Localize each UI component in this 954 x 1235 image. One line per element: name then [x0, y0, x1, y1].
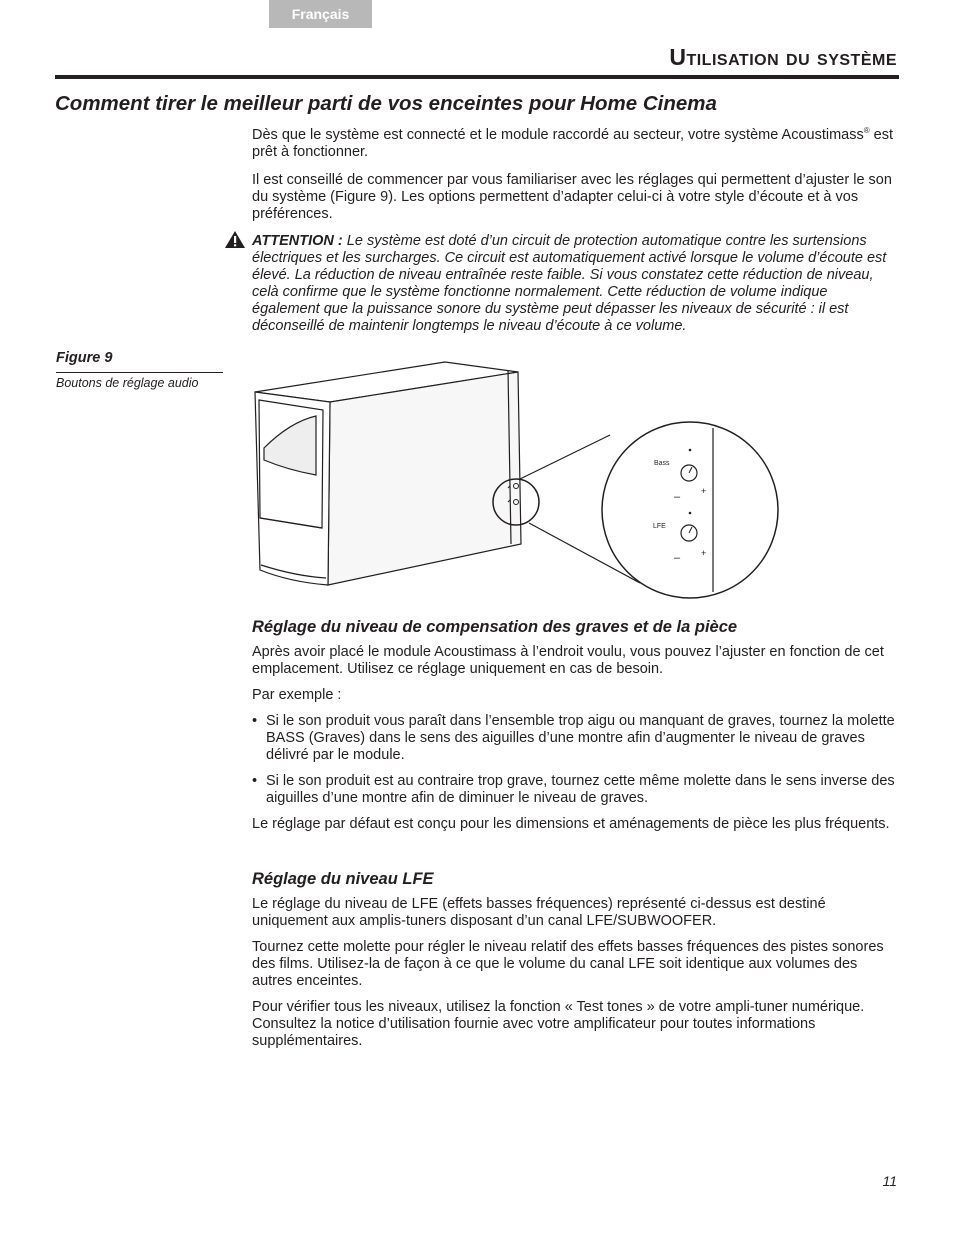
registered-mark: ® [863, 126, 870, 136]
attention-block [252, 233, 897, 335]
lfe-paragraph-2: Tournez cette molette pour régler le niveau relatif des effets basses fréquences des pistes sonores des films. Utilisez-la de façon à ce que le volume du canal LFE soit identique aux volumes des autres enceintes. [252, 939, 884, 989]
figure-caption: Boutons de réglage audio [56, 376, 199, 390]
bullet-glyph: • [252, 713, 258, 729]
bass-paragraph-2: Par exemple : [252, 687, 342, 703]
lfe-minus: – [674, 552, 681, 564]
intro-text-1: Dès que le système est connecté et le module raccordé au secteur, votre système Acoustimass [252, 127, 864, 143]
figure-illustration [250, 360, 790, 610]
bass-paragraph-1: Après avoir placé le module Acoustimass à l’endroit voulu, vous pouvez l’ajuster en fonction de cet emplacement. Utilisez ce réglage uniquement en cas de besoin. [252, 644, 884, 677]
intro-paragraph-1 [252, 127, 897, 161]
lfe-plus: + [701, 548, 707, 558]
lfe-section-heading: Réglage du niveau LFE [252, 870, 434, 888]
bullet-text: Si le son produit est au contraire trop grave, tournez cette même molette dans le sens inverse des aiguilles d’une montre afin de diminuer le niveau de graves. [266, 773, 895, 806]
bass-section-body [252, 644, 897, 833]
intro-text-2: Il est conseillé de commencer par vous familiariser avec les réglages qui permettent d’ajuster le son du système (Figure 9). Les options permettent d’adapter celui-ci à votre style d’écoute et à vos préférences. [252, 172, 892, 222]
bass-section-heading: Réglage du niveau de compensation des graves et de la pièce [252, 618, 738, 636]
bass-paragraph-3: Le réglage par défaut est conçu pour les dimensions et aménagements de pièce les plus fréquents. [252, 816, 890, 832]
bass-plus: + [701, 486, 707, 496]
bass-minus: – [674, 491, 681, 503]
bass-label: Bass [654, 460, 670, 467]
detail-circle [602, 422, 778, 598]
subwoofer-drawing [255, 362, 778, 598]
attention-text: Le système est doté d’un circuit de protection automatique contre les surtensions électriques et les surcharges. Ce circuit est automatiquement activé lorsque le volume d’écoute est élevé. La réduction de niveau entraînée reste faible. Si vous constatez cette réduction de niveau, celà confirme que le système fonctionne normalement. Cette réduction de volume indique également que la puissance sonore du système peut dépasser les niveaux de sécurité : il est déconseillé de maintenir longtemps le niveau d’écoute à ce volume. [252, 233, 887, 334]
list-item [252, 713, 897, 764]
attention-label: ATTENTION : [252, 233, 343, 249]
title-rule [55, 75, 899, 79]
lfe-section-body [252, 896, 897, 1050]
lfe-paragraph-1: Le réglage du niveau de LFE (effets basses fréquences) représenté ci-dessus est destiné uniquement aux amplis-tuners disposant d’un canal LFE/SUBWOOFER. [252, 896, 826, 929]
bullet-text: Si le son produit vous paraît dans l’ensemble trop aigu ou manquant de graves, tournez la molette BASS (Graves) dans le sens des aiguilles d’une montre afin d’augmenter le niveau de graves délivré par le module. [266, 713, 895, 763]
figure-label: Figure 9 [56, 350, 223, 373]
section-title: Utilisation du système [669, 44, 897, 70]
list-item [252, 773, 897, 807]
page-number: 11 [882, 1173, 897, 1189]
language-tab[interactable]: Français [269, 0, 372, 28]
lfe-label: LFE [653, 523, 666, 530]
main-heading: Comment tirer le meilleur parti de vos enceintes pour Home Cinema [55, 92, 717, 115]
intro-text-1-end: est prêt à fonctionner. [252, 127, 893, 160]
bullet-glyph: • [252, 773, 258, 789]
warning-triangle-icon [224, 230, 246, 249]
lfe-paragraph-3: Pour vérifier tous les niveaux, utilisez la fonction « Test tones » de votre ampli-tuner numérique. Consultez la notice d’utilisation fournie avec votre amplificateur pour toutes informations supplémentaires. [252, 999, 865, 1049]
bass-bullet-list [252, 713, 897, 807]
intro-paragraph-2 [252, 172, 897, 223]
